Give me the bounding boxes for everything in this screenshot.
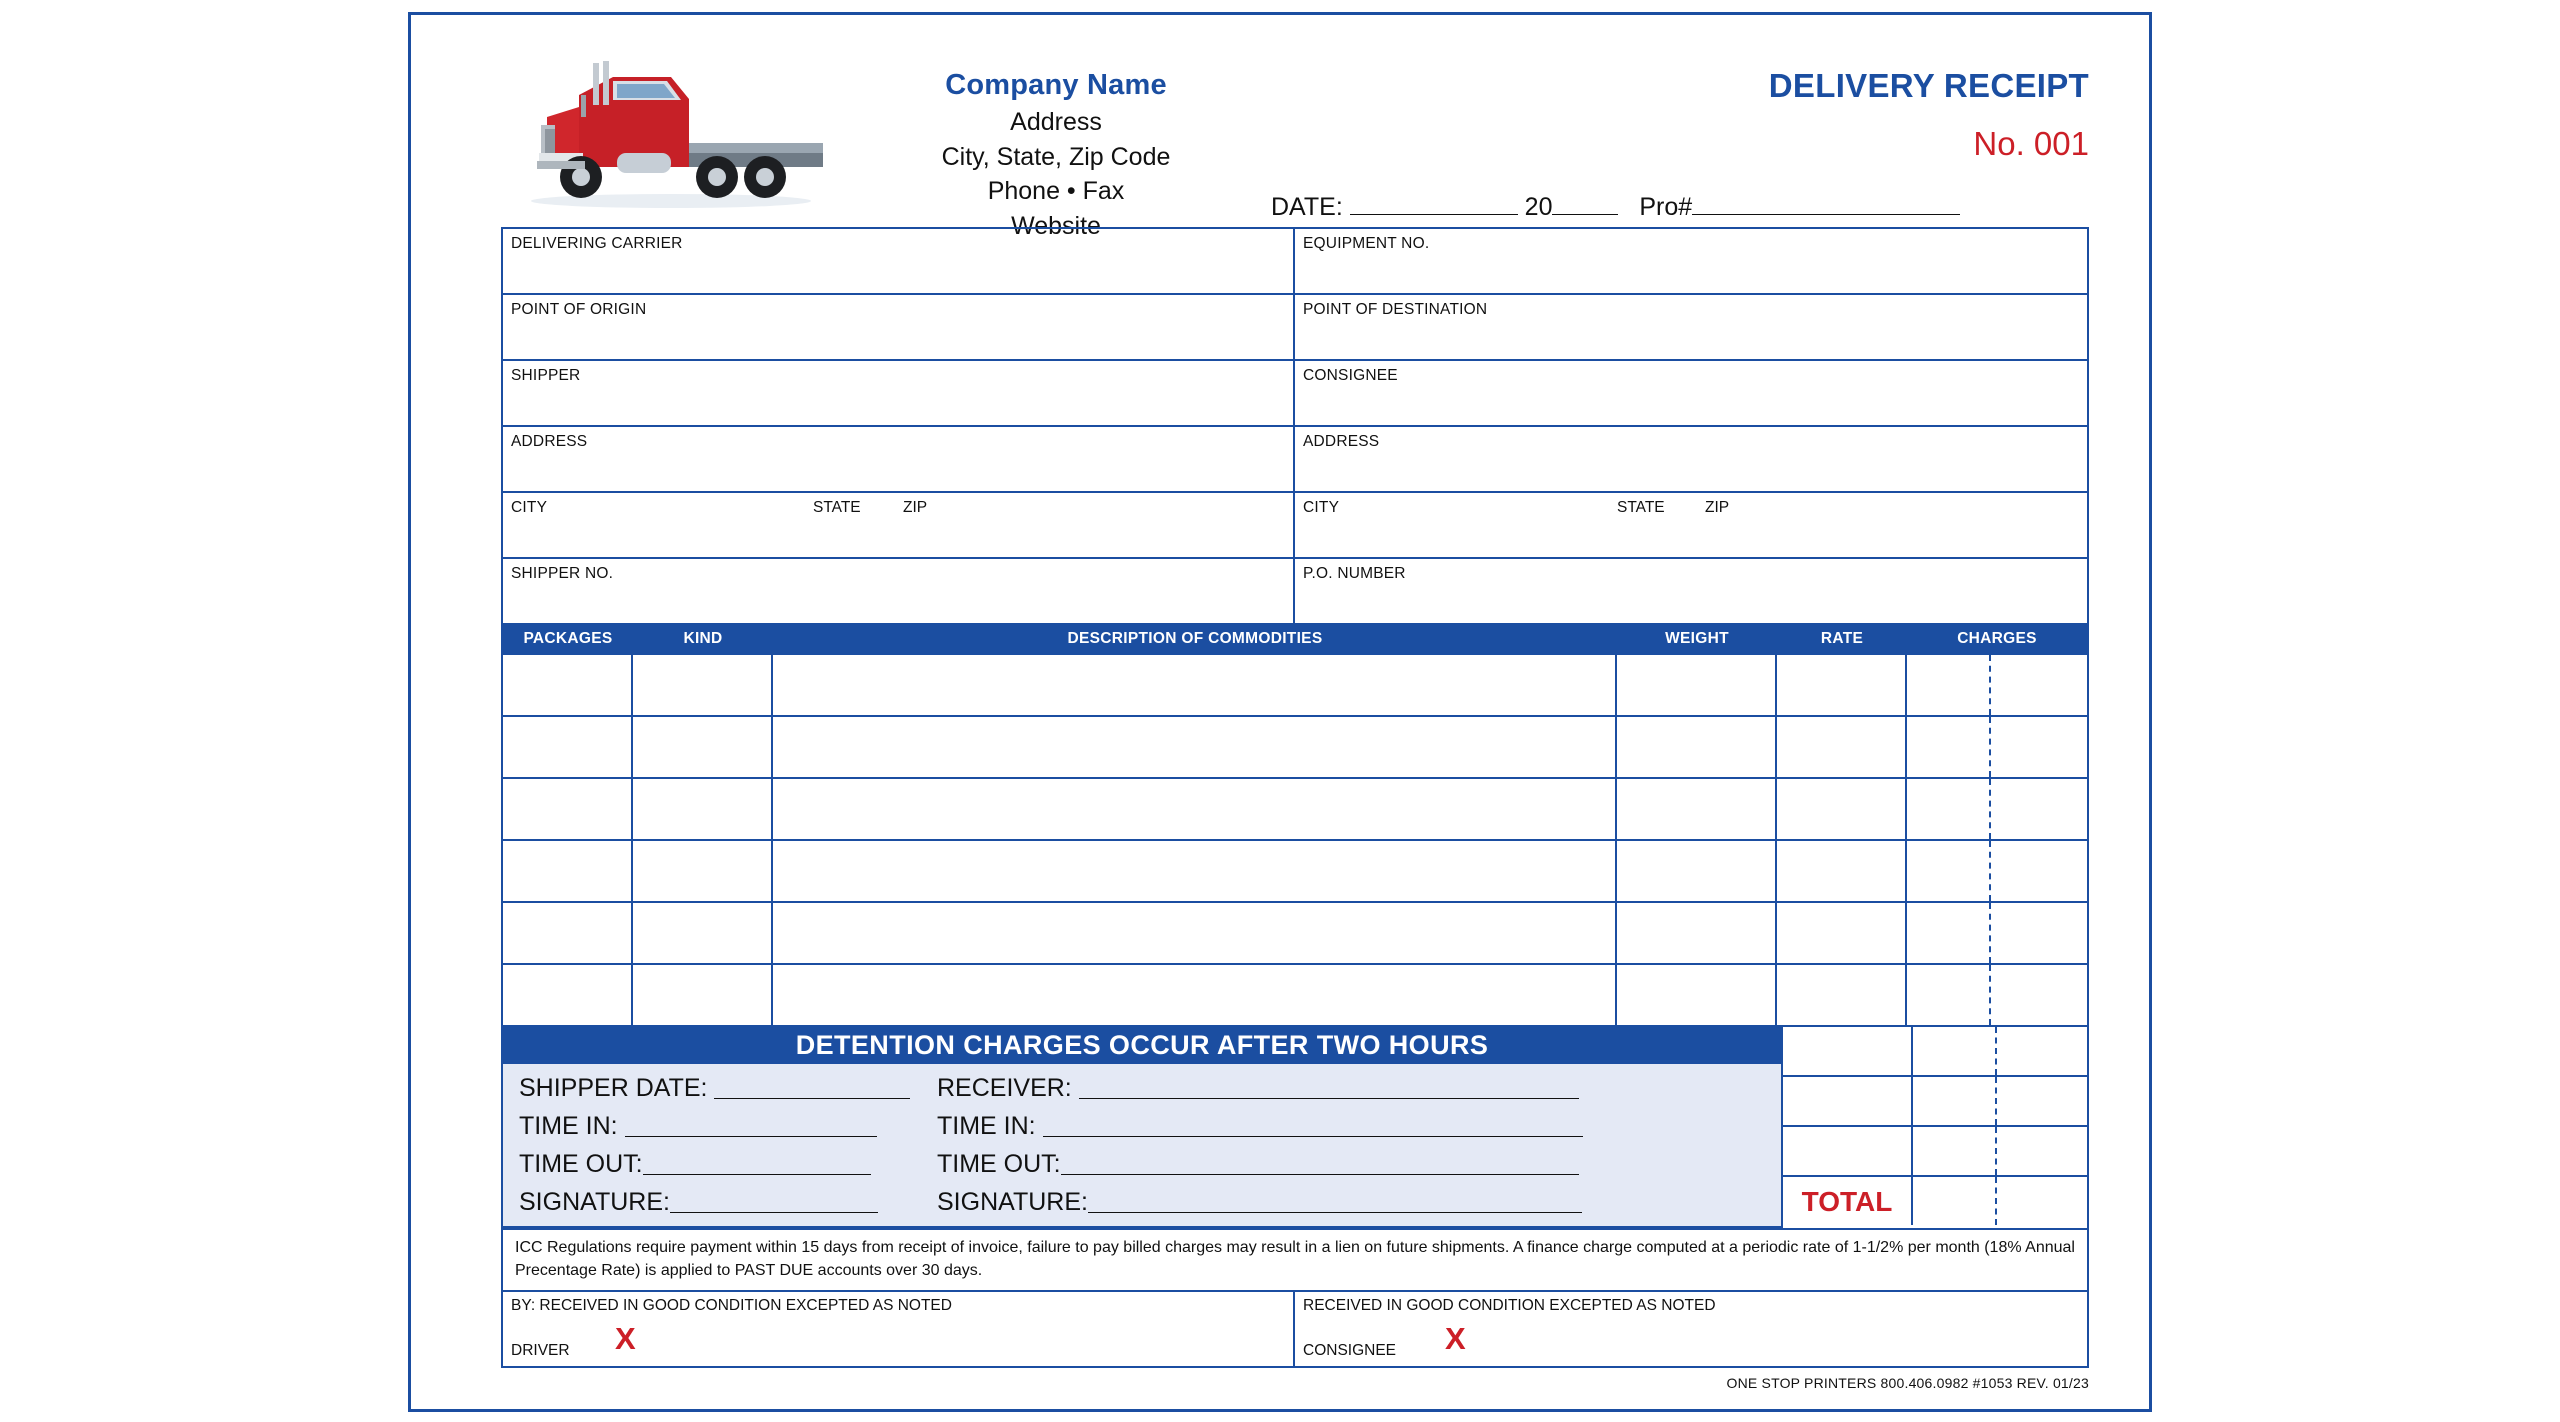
cents-divider: [1995, 1127, 1997, 1175]
field-consignee-city[interactable]: [1295, 493, 2087, 557]
cents-divider: [1989, 965, 1991, 1025]
shipment-info-grid: [501, 227, 2089, 625]
shipper-state-label: STATE: [813, 499, 861, 516]
cell-weight[interactable]: [1617, 903, 1777, 963]
company-name: Company Name: [945, 69, 1167, 101]
driver-label: DRIVER: [511, 1342, 570, 1360]
cents-divider: [1989, 841, 1991, 901]
table-row: [503, 777, 2087, 839]
totals-row: [1783, 1025, 2087, 1075]
cell-charges-extra[interactable]: [1913, 1077, 2087, 1125]
field-shipper-address[interactable]: [503, 427, 1295, 491]
cell-description[interactable]: [773, 903, 1617, 963]
cell-packages[interactable]: [503, 717, 633, 777]
truck-icon: [521, 55, 831, 215]
date-label: DATE:: [1271, 193, 1343, 221]
company-website: Website: [1011, 211, 1101, 240]
shipper-signature-label: SIGNATURE:: [519, 1188, 670, 1216]
cell-kind[interactable]: [633, 717, 773, 777]
delivery-receipt-form: [408, 12, 2152, 1412]
cell-kind[interactable]: [633, 903, 773, 963]
detention-and-totals: [503, 1025, 2087, 1228]
cell-charges[interactable]: [1907, 841, 2087, 901]
shipper-zip-label: ZIP: [903, 499, 928, 516]
signature-section: [501, 1292, 2089, 1368]
cell-charges-extra[interactable]: [1913, 1027, 2087, 1075]
consignee-signature-box[interactable]: [1295, 1292, 2087, 1366]
form-content: [501, 37, 2089, 1392]
shipper-no-label: SHIPPER NO.: [511, 565, 614, 582]
cell-weight[interactable]: [1617, 655, 1777, 715]
cell-description[interactable]: [773, 965, 1617, 1025]
detention-shipper-column: [503, 1064, 921, 1226]
cell-weight[interactable]: [1617, 841, 1777, 901]
detention-banner: DETENTION CHARGES OCCUR AFTER TWO HOURS: [503, 1025, 1781, 1064]
cell-rate[interactable]: [1777, 779, 1907, 839]
column-header-description: DESCRIPTION OF COMMODITIES: [1067, 630, 1323, 647]
cents-divider: [1995, 1177, 1997, 1225]
year-field[interactable]: [1552, 192, 1618, 215]
info-row-city-state-zip: [503, 493, 2087, 559]
icc-regulations-note: ICC Regulations require payment within 15 days from receipt of invoice, failure to pay billed charges may result in a lien on future shipments. A finance charge computed at a periodic rate of 1-1/2% per month (18% Annual Precentage Rate) is applied to PAST DUE accounts over 30 days.: [501, 1230, 2089, 1292]
shipper-time-in-label: TIME IN:: [519, 1112, 618, 1140]
driver-x-mark: X: [615, 1321, 636, 1357]
shipper-city-label: CITY: [511, 499, 548, 516]
shipper-time-out-label: TIME OUT:: [519, 1150, 643, 1178]
consignee-label: CONSIGNEE: [1303, 1342, 1397, 1360]
cell-weight[interactable]: [1617, 965, 1777, 1025]
po-number-label: P.O. NUMBER: [1303, 565, 1406, 582]
receiver-label: RECEIVER:: [937, 1074, 1072, 1102]
shipper-time-in-field[interactable]: [519, 1112, 921, 1141]
field-consignee[interactable]: [1295, 361, 2087, 425]
pro-field[interactable]: [1692, 192, 1960, 215]
cell-charges[interactable]: [1907, 717, 2087, 777]
page-title: DELIVERY RECEIPT: [1768, 67, 2089, 104]
detention-fields: [503, 1064, 1781, 1228]
cell-kind[interactable]: [633, 841, 773, 901]
shipper-signature-field[interactable]: [519, 1188, 921, 1217]
consignee-label: CONSIGNEE: [1303, 367, 1398, 384]
consignee-x-mark: X: [1445, 1321, 1466, 1357]
cell-rate-extra[interactable]: [1783, 1077, 1913, 1125]
info-row-address: [503, 427, 2087, 493]
totals-row: [1783, 1075, 2087, 1125]
info-row-shipper-no-po: [503, 559, 2087, 623]
receiver-time-out-label: TIME OUT:: [937, 1150, 1061, 1178]
pro-label: Pro#: [1639, 193, 1693, 221]
totals-column: [1781, 1025, 2087, 1228]
detention-block: [503, 1025, 1781, 1228]
column-header-packages: PACKAGES: [523, 630, 613, 647]
cell-kind[interactable]: [633, 779, 773, 839]
cents-divider: [1995, 1027, 1997, 1075]
field-shipper-city[interactable]: [503, 493, 1295, 557]
cell-rate[interactable]: [1777, 717, 1907, 777]
company-phone-fax: Phone • Fax: [987, 177, 1125, 206]
cell-kind[interactable]: [633, 965, 773, 1025]
receiver-time-in-field[interactable]: [937, 1112, 1781, 1141]
info-row-carrier: [503, 229, 2087, 295]
cell-charges[interactable]: [1907, 965, 2087, 1025]
shipper-label: SHIPPER: [511, 367, 581, 384]
cents-divider: [1995, 1077, 1997, 1125]
cell-charges[interactable]: [1907, 903, 2087, 963]
column-header-weight: WEIGHT: [1665, 630, 1729, 647]
cell-rate[interactable]: [1777, 903, 1907, 963]
cell-packages[interactable]: [503, 655, 633, 715]
shipper-date-field[interactable]: [519, 1074, 921, 1103]
cell-description[interactable]: [773, 717, 1617, 777]
company-city-state-zip: City, State, Zip Code: [941, 142, 1171, 171]
cell-description[interactable]: [773, 841, 1617, 901]
company-block: [841, 65, 1271, 243]
cell-packages[interactable]: [503, 965, 633, 1025]
table-row: [503, 715, 2087, 777]
field-equipment-no[interactable]: [1295, 229, 2087, 293]
table-row: [503, 963, 2087, 1025]
cell-packages[interactable]: [503, 779, 633, 839]
info-row-shipper-consignee: [503, 361, 2087, 427]
cell-rate[interactable]: [1777, 841, 1907, 901]
shipper-time-out-field[interactable]: [519, 1150, 921, 1179]
info-row-origin-destination: [503, 295, 2087, 361]
field-shipper-no[interactable]: [503, 559, 1295, 623]
cell-rate-extra[interactable]: [1783, 1127, 1913, 1175]
field-consignee-address[interactable]: [1295, 427, 2087, 491]
cell-packages[interactable]: [503, 903, 633, 963]
company-address: Address: [1010, 108, 1102, 137]
cell-kind[interactable]: [633, 655, 773, 715]
cell-charges-extra[interactable]: [1913, 1127, 2087, 1175]
cell-description[interactable]: [773, 655, 1617, 715]
field-delivering-carrier[interactable]: [503, 229, 1295, 293]
table-row: [503, 839, 2087, 901]
column-header-kind: KIND: [683, 630, 723, 647]
cents-divider: [1989, 655, 1991, 715]
cell-description[interactable]: [773, 779, 1617, 839]
consignee-condition-label: RECEIVED IN GOOD CONDITION EXCEPTED AS NOTED: [1303, 1297, 1716, 1315]
field-point-of-destination[interactable]: [1295, 295, 2087, 359]
driver-signature-box[interactable]: [503, 1292, 1295, 1366]
cell-rate-extra[interactable]: [1783, 1027, 1913, 1075]
cell-rate[interactable]: [1777, 965, 1907, 1025]
field-point-of-origin[interactable]: [503, 295, 1295, 359]
commodities-table: [501, 625, 2089, 1230]
table-row: [503, 901, 2087, 963]
consignee-state-label: STATE: [1617, 499, 1665, 516]
field-shipper[interactable]: [503, 361, 1295, 425]
cell-rate[interactable]: [1777, 655, 1907, 715]
total-label: TOTAL: [1783, 1177, 1913, 1225]
receipt-number: No. 001: [1973, 125, 2089, 162]
form-header: [501, 37, 2089, 240]
receiver-signature-label: SIGNATURE:: [937, 1188, 1088, 1216]
consignee-city-label: CITY: [1303, 499, 1340, 516]
date-row: [1271, 192, 1960, 222]
consignee-zip-label: ZIP: [1705, 499, 1730, 516]
point-of-origin-label: POINT OF ORIGIN: [511, 301, 647, 318]
cell-weight[interactable]: [1617, 717, 1777, 777]
cell-packages[interactable]: [503, 841, 633, 901]
cell-weight[interactable]: [1617, 779, 1777, 839]
printer-footer: ONE STOP PRINTERS 800.406.0982 #1053 REV. 01/23: [1726, 1375, 2089, 1392]
cents-divider: [1989, 779, 1991, 839]
receiver-time-out-field[interactable]: [937, 1150, 1781, 1179]
receiver-field[interactable]: [937, 1074, 1781, 1103]
table-row: [503, 653, 2087, 715]
cents-divider: [1989, 717, 1991, 777]
detention-receiver-column: [921, 1064, 1781, 1226]
table-header-row: [503, 625, 2087, 653]
cell-charges[interactable]: [1907, 779, 2087, 839]
equipment-no-label: EQUIPMENT NO.: [1303, 235, 1430, 252]
shipper-date-label: SHIPPER DATE:: [519, 1074, 708, 1102]
cell-total-amount[interactable]: [1913, 1177, 2087, 1225]
date-field[interactable]: [1350, 192, 1518, 215]
total-row: [1783, 1175, 2087, 1225]
shipper-address-label: ADDRESS: [511, 433, 588, 450]
year-prefix: 20: [1524, 193, 1553, 221]
cents-divider: [1989, 903, 1991, 963]
column-header-rate: RATE: [1820, 630, 1864, 647]
receiver-signature-field[interactable]: [937, 1188, 1781, 1217]
cell-charges[interactable]: [1907, 655, 2087, 715]
totals-row: [1783, 1125, 2087, 1175]
column-header-charges: CHARGES: [1957, 630, 2037, 647]
point-of-destination-label: POINT OF DESTINATION: [1303, 301, 1488, 318]
receiver-time-in-label: TIME IN:: [937, 1112, 1036, 1140]
driver-condition-label: BY: RECEIVED IN GOOD CONDITION EXCEPTED AS NOTED: [511, 1297, 952, 1315]
delivering-carrier-label: DELIVERING CARRIER: [511, 235, 683, 252]
consignee-address-label: ADDRESS: [1303, 433, 1380, 450]
field-po-number[interactable]: [1295, 559, 2087, 623]
